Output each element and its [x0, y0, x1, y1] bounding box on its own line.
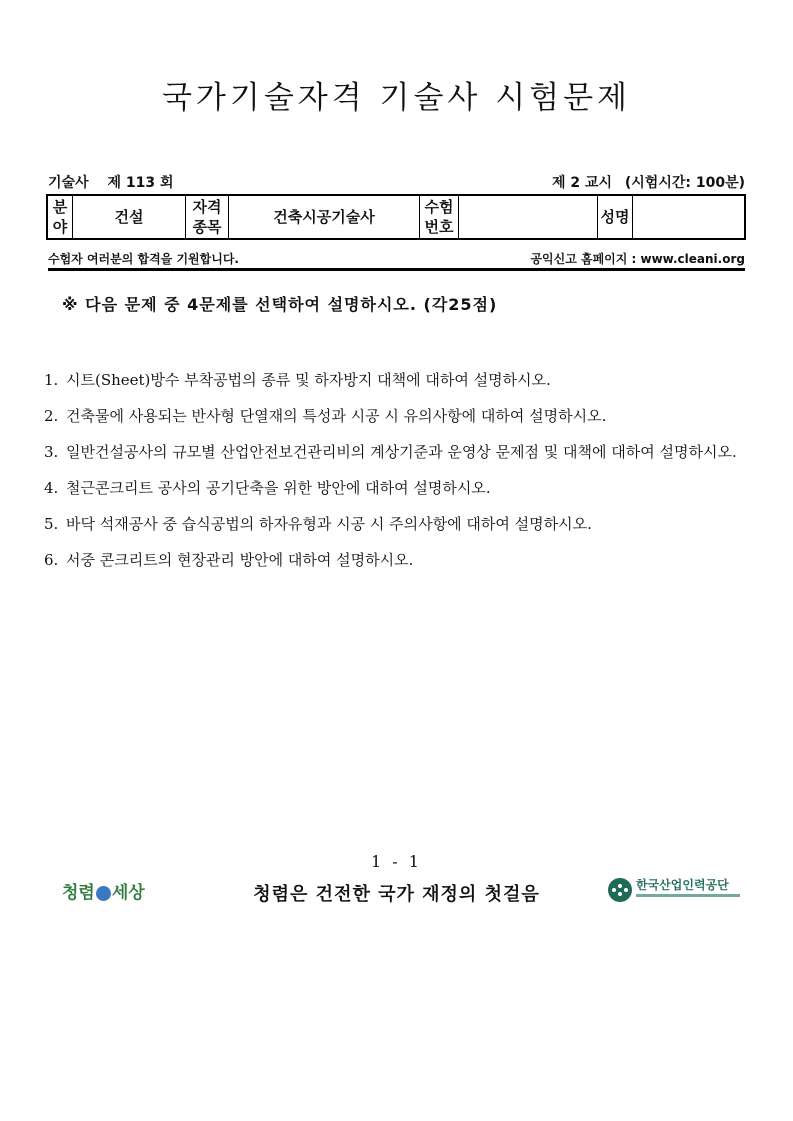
exam-round: 제 113 회 — [107, 175, 174, 191]
question-list — [44, 368, 749, 584]
question-text: 바닥 석재공사 중 습식공법의 하자유형과 시공 시 주의사항에 대하여 설명하시오. — [66, 515, 592, 533]
question-text: 서중 콘크리트의 현장관리 방안에 대하여 설명하시오. — [66, 551, 414, 569]
exam-grade: 기술사 — [48, 175, 89, 191]
field-label: 분야 — [47, 195, 73, 239]
page-number: 1 - 1 — [371, 852, 422, 871]
question-item — [44, 476, 749, 501]
question-item — [44, 404, 749, 429]
question-text: 시트(Sheet)방수 부착공법의 종류 및 하자방지 대책에 대하여 설명하시오. — [66, 371, 551, 389]
exam-grade-round — [48, 172, 187, 192]
hrdk-subtitle-bar — [636, 894, 740, 897]
hrdk-emblem-icon — [608, 878, 632, 902]
notice-left: 수험자 여러분의 합격을 기원합니다. — [48, 252, 239, 266]
question-item — [44, 440, 749, 465]
question-number: 1. — [44, 371, 59, 389]
integrity-logo-text-b: 세상 — [111, 883, 145, 903]
question-text: 일반건설공사의 규모별 산업안전보건관리비의 계상기준과 운영상 문제점 및 대책에 대하여 설명하시오. — [66, 443, 737, 461]
question-number: 5. — [44, 515, 59, 533]
question-text: 철근콘크리트 공사의 공기단축을 위한 방안에 대하여 설명하시오. — [66, 479, 491, 497]
integrity-logo-text-a: 청렴 — [62, 883, 95, 903]
instruction-text: ※ 다음 문제 중 4문제를 선택하여 설명하시오. (각25점) — [62, 295, 498, 314]
question-item — [44, 512, 749, 537]
notice-right: 공익신고 홈페이지 : www.cleani.org — [530, 252, 745, 266]
footer — [0, 872, 793, 912]
question-number: 6. — [44, 551, 59, 569]
footer-slogan: 청렴은 건전한 국가 재정의 첫걸음 — [253, 884, 540, 905]
question-item — [44, 548, 749, 573]
exam-meta — [48, 172, 745, 192]
question-item — [44, 368, 749, 393]
name-field[interactable] — [633, 195, 746, 239]
qualification-value: 건축시공기술사 — [229, 195, 420, 239]
exam-number-field[interactable] — [459, 195, 598, 239]
candidate-info-table — [46, 194, 746, 240]
field-value: 건설 — [73, 195, 186, 239]
notice-bar — [48, 250, 745, 271]
name-label: 성명 — [598, 195, 633, 239]
hrdk-logo — [608, 876, 748, 906]
page-title: 국가기술자격 기술사 시험문제 — [161, 80, 631, 116]
exam-number-label: 수험 번호 — [420, 195, 459, 239]
question-text: 건축물에 사용되는 반사형 단열재의 특성과 시공 시 유의사항에 대하여 설명하시오. — [66, 407, 607, 425]
hrdk-org-name: 한국산업인력공단 — [636, 878, 729, 892]
question-number: 2. — [44, 407, 59, 425]
exam-period: 제 2 교시 — [551, 175, 612, 191]
qualification-label: 자격 종목 — [186, 195, 229, 239]
exam-time: (시험시간: 100분) — [624, 175, 745, 191]
question-number: 4. — [44, 479, 59, 497]
exam-period-time — [544, 172, 745, 192]
question-number: 3. — [44, 443, 59, 461]
